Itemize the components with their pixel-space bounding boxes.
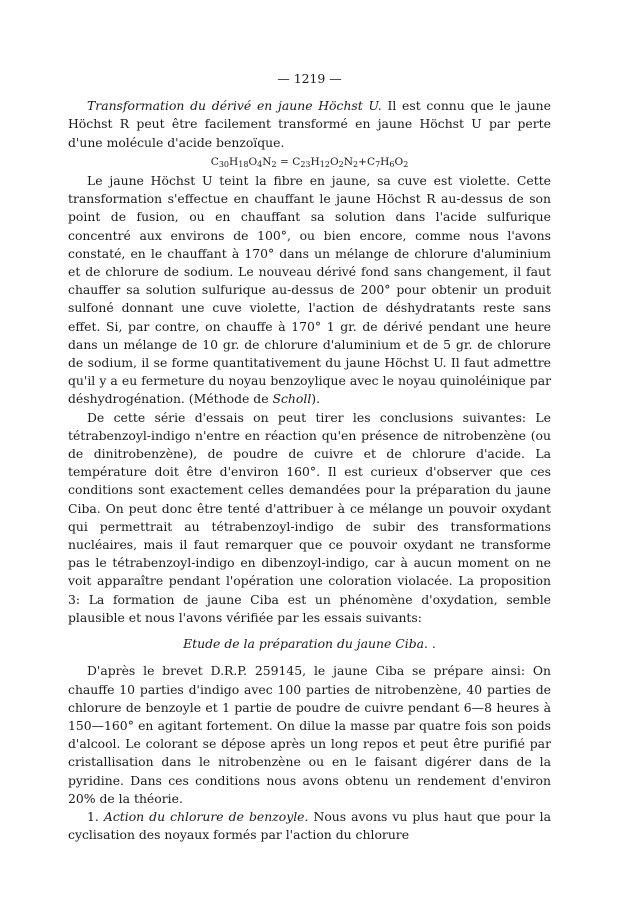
- paragraph-end: ).: [311, 391, 321, 407]
- chemical-formula: [68, 153, 551, 171]
- page-number: — 1219 —: [277, 71, 342, 86]
- item-number: 1.: [87, 808, 104, 824]
- author-name: Scholl: [272, 391, 312, 407]
- paragraph-transformation: [68, 97, 551, 152]
- paragraph-text: Le jaune Höchst U teint la fibre en jaune, sa cuve est violette. Cette transformation s'effectue en chauffant le jaune Höchst R au-dessus de son point de fusion, ou en chauffant sa solution dans l'acide sulfurique concentré aux environs de 100°, ou bien encore, comme nous l'avons constaté, en le chauffant à 170° dans un mélange de chlorure d'aluminium et de chlorure de sodium. Le nouveau dérivé fond sans changement, il faut chauffer sa solution sulfurique au-dessus de 200° pour obtenir un produit sulfoné donnant une cuve violette, l'action de déshydratants reste sans effet. Si, par contre, on chauffe à 170° 1 gr. de dérivé pendant une heure dans un mélange de 10 gr. de chlorure d'aluminium et de 5 gr. de chlorure de sodium, il se forme quantitativement du jaune Höchst U. Il faut admettre qu'il y a eu fermeture du noyau benzoylique avec le noyau quinoléinique par déshydrogénation. (Méthode de: [68, 173, 551, 407]
- section-stray-mark: .: [427, 636, 436, 652]
- paragraph-action: [68, 808, 551, 844]
- paragraph-brevet: D'après le brevet D.R.P. 259145, le jaune Ciba se prépare ainsi: On chauffe 10 parties d'indigo avec 100 parties de nitrobenzène, 40 parties de chlorure de benzoyle et 1 partie de poudre de cuivre pendant 6—8 heures à 150—160° en agitant fortement. On dilue la masse par quatre fois son poids d'alcool. Le colorant se dépose après un long repos et peut être purifié par cristallisation dans le nitrobenzène ou en le faisant digérer dans de la pyridine. Dans ces conditions nous avons obtenu un rendement d'environ 20% de la théorie.: [68, 663, 551, 806]
- paragraph-heading: Action du chlorure de benzoyle.: [103, 808, 309, 824]
- section-heading: [68, 635, 551, 653]
- paragraph-heading: Transformation du dérivé en jaune Höchst U.: [87, 98, 382, 114]
- paragraph-conclusions: De cette série d'essais on peut tirer les conclusions suivantes: Le tétrabenzoyl-indigo n'entre en réaction qu'en présence de nitrobenzène (ou de dinitrobenzène), de poudre de cuivre et de chlorure d'acide. La température doit être d'environ 160°. Il est curieux d'observer que ces conditions sont exactement celles demandées pour la préparation du jaune Ciba. On peut donc être tenté d'attribuer à ce mélange un pouvoir oxydant qui permettrait au tétrabenzoyl-indigo de subir des transformations nucléaires, mais il faut remarquer que ce pouvoir oxydant ne transforme pas le tétrabenzoyl-indigo en dibenzoyl-indigo, car à aucun moment on ne voit apparaître pendant l'opération une coloration violacée. La proposition 3: La formation de jaune Ciba est un phénomène d'oxydation, semble plausible et nous l'avons vérifiée par les essais suivants:: [68, 409, 551, 625]
- section-title: Etude de la préparation du jaune Ciba.: [183, 636, 428, 652]
- paragraph-text: Nous avons vu plus haut que pour la cyclisation des noyaux formés par l'action du chlorure: [68, 808, 552, 843]
- paragraph-jaune-hochst: [68, 172, 551, 409]
- paragraph-text: Il est connu que le jaune Höchst R peut être facilement transformé en jaune Höchst U par perte d'une molécule d'acide benzoïque.: [68, 98, 551, 150]
- document-page: [68, 70, 551, 844]
- formula-rendered: $C_{30}H_{18}O_4N_2 = C_{23}H_{12}O_2N_2+C_7H_6O_2$: [210, 155, 409, 169]
